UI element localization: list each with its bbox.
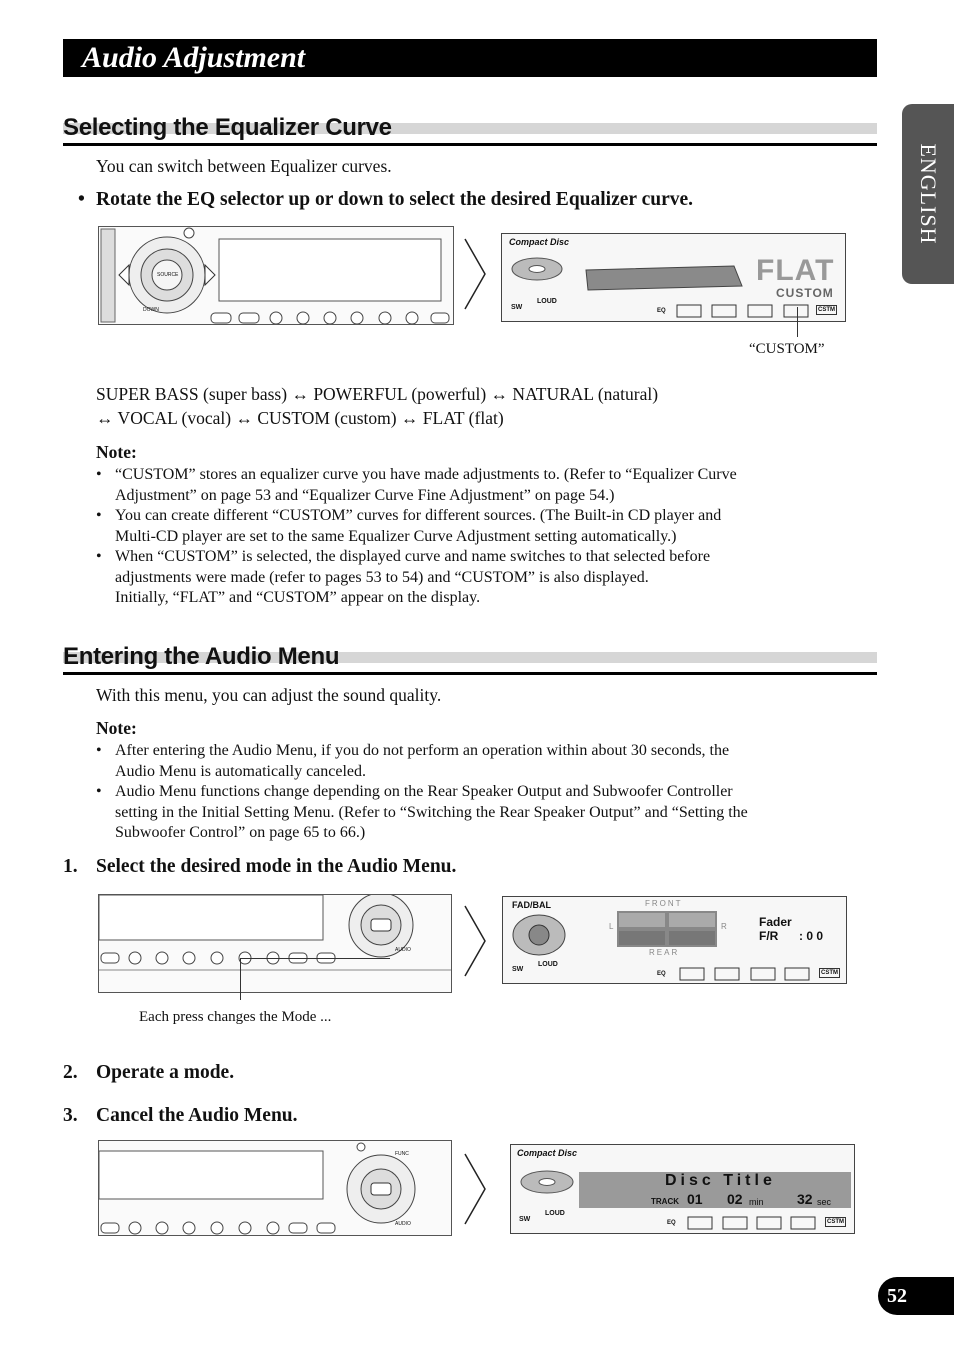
page-number-badge [878,1277,954,1315]
seconds-value: 32 [797,1191,813,1207]
step-2-text: Operate a mode. [96,1062,235,1083]
loud-indicator: LOUD [538,961,558,968]
eq-curve-icons [679,967,811,981]
eq-mode-small: CUSTOM [776,286,834,300]
source-label: Compact Disc [517,1148,578,1158]
source-button-label: SOURCE [157,272,179,278]
loud-indicator: LOUD [545,1210,565,1217]
bullet-dot: • [78,189,85,210]
sw-indicator: SW [511,304,523,311]
eq-indicator: EQ [667,1220,676,1226]
head-unit-figure-2 [98,894,452,993]
section-heading-equalizer: Selecting the Equalizer Curve [63,114,877,146]
note-item: • After entering the Audio Menu, if you do not perform an operation within about 30 seconds, the Audio Menu is automatically canceled. [96,742,730,780]
audio-button-label: AUDIO [395,1221,411,1227]
minutes-value: 02 [727,1191,743,1207]
right-label: R [721,922,727,931]
down-label: DOWN [143,307,159,313]
mode-caption: Each press changes the Mode ... [139,1009,332,1025]
fad-bal-label: FAD/BAL [512,900,551,910]
fr-label: F/R [759,929,779,943]
step-3-number: 3. [63,1105,78,1126]
track-number: 01 [687,1191,703,1207]
front-label: FRONT [645,899,683,908]
eq-indicator: EQ [657,308,666,314]
section2-intro: With this menu, you can adjust the sound quality. [96,685,442,705]
arrow-icon [463,237,487,311]
page-number: 52 [887,1285,907,1307]
eq-sequence-line2: ↔ VOCAL (vocal) ↔ CUSTOM (custom) ↔ FLAT (flat) [96,408,504,428]
language-tab [902,104,954,284]
note-item: • Audio Menu functions change depending on the Rear Speaker Output and Subwoofer Controller setting in the Initial Setting Menu. (Refer to “Switching the Rear Speaker Output” and “Setting the Subwoofer Control” on page 65 to 66.) [96,783,748,841]
eq-indicator: EQ [657,971,666,977]
note-item: • You can create different “CUSTOM” curves for different sources. (The Built-in CD player and Multi-CD player are set to the same Equalizer Curve Adjustment setting automatically.) [96,507,722,545]
eq-sequence-line1: SUPER BASS (super bass) ↔ POWERFUL (powerful) ↔ NATURAL (natural) [96,384,659,404]
sw-indicator: SW [519,1216,531,1223]
disc-title-display [510,1144,855,1234]
eq-curve-bar [584,262,744,292]
minutes-label: min [749,1197,764,1207]
eq-mode-big: FLAT [756,254,835,287]
arrow-icon [463,1152,487,1226]
fader-label: Fader [759,915,792,929]
left-label: L [609,922,614,931]
step-1-number: 1. [63,856,78,877]
source-label: Compact Disc [509,237,570,247]
fader-balance-grid [617,911,717,947]
eq-curve-icons [676,304,816,318]
fader-value: : 0 0 [799,929,824,943]
eq-display [501,233,846,322]
caption-line-h [240,958,390,959]
step-3-text: Cancel the Audio Menu. [96,1105,298,1126]
track-label: TRACK [651,1197,679,1206]
note-item: • When “CUSTOM” is selected, the displayed curve and name switches to that selected before adjustments were made (refer to pages 53 to 54) and “CUSTOM” is also displayed. Initially, “FLAT” and “CUSTOM” appear on the display. [96,548,711,606]
disc-title: Disc Title [665,1172,776,1189]
callout-line [797,307,798,337]
note-heading-2: Note: [96,718,137,738]
title-bar [63,39,877,77]
head-unit-figure-1 [98,226,454,325]
cstm-indicator: CSTM [821,970,838,976]
caption-line [240,958,241,1000]
note-item: • “CUSTOM” stores an equalizer curve you have made adjustments to. (Refer to “Equalizer Curve Adjustment” on page 53 and “Equalizer Curve Fine Adjustment” on page 54.) [96,466,737,504]
joystick-icon [511,913,567,957]
cd-icon [519,1169,575,1195]
cstm-indicator: CSTM [818,307,835,313]
language-label: ENGLISH [916,143,941,245]
custom-callout: “CUSTOM” [749,341,825,357]
cd-icon [510,256,564,282]
seconds-label: sec [817,1197,832,1207]
arrow-icon [463,904,487,978]
sw-indicator: SW [512,966,524,973]
audio-button-label: AUDIO [395,947,411,953]
step-1-text: Select the desired mode in the Audio Menu. [96,856,457,877]
head-unit-illustration [99,895,451,992]
func-button-label: FUNC [395,1151,409,1157]
instruction-text: Rotate the EQ selector up or down to select the desired Equalizer curve. [96,189,694,210]
rear-label: REAR [649,948,680,957]
head-unit-figure-3 [98,1140,452,1236]
note-heading-1: Note: [96,442,137,462]
eq-curve-icons [687,1216,819,1230]
section-heading-audio-menu: Entering the Audio Menu [63,643,877,675]
fad-bal-display [502,896,847,984]
cstm-indicator: CSTM [827,1219,844,1225]
step-2-number: 2. [63,1062,78,1083]
page-title: Audio Adjustment [82,41,306,74]
section1-intro: You can switch between Equalizer curves. [96,156,392,176]
loud-indicator: LOUD [537,298,557,305]
